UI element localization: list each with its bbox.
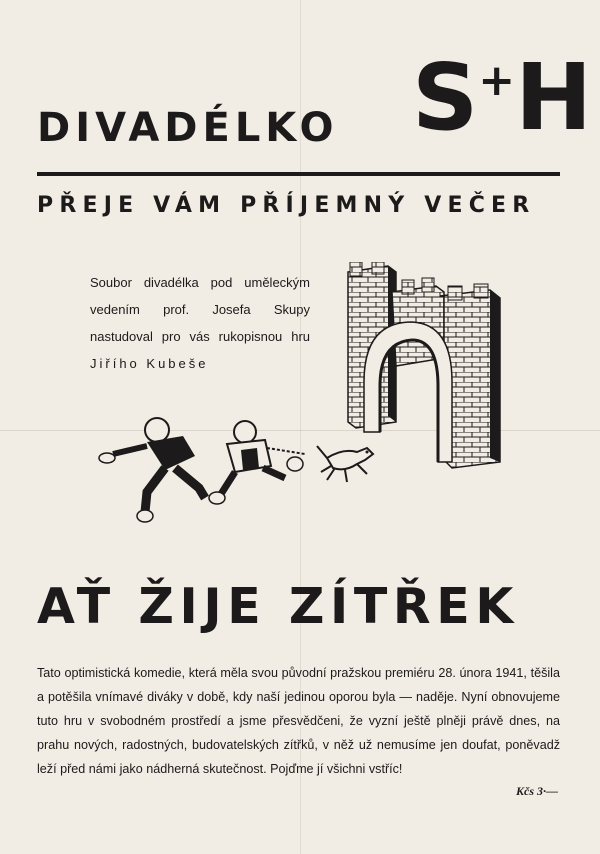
play-description: Tato optimistická komedie, která měla svou původní pražskou premiéru 28. února 1941, těšila a potěšila vnímavé diváky v době, kdy naší jedinou oporou byla — naděje. Nyní obnovujeme tuto hru v svobodném prostředí a jsme přesvědčeni, že vyzní ještě plněji právě dnes, na prahu nových, radostných, budovatelských zítřků, v něž už nemusíme jen doufat, poněvadž leží před námi jako nádherná skutečnost. Pojďme jí všichni vstříc! [37, 666, 560, 776]
spejbl-figure [99, 418, 205, 522]
play-title: AŤ ŽIJE ZÍTŘEK [37, 578, 519, 635]
logo-letter-s: S [412, 44, 477, 151]
intro-author: Jiřího Kubeše [90, 356, 209, 371]
price-label: Kčs 3·— [516, 784, 558, 798]
logo-plus: + [478, 55, 514, 106]
intro-paragraph [90, 269, 310, 377]
greeting-line: PŘEJE VÁM PŘÍJEMNÝ VEČER [37, 193, 536, 218]
sh-logo [412, 44, 591, 151]
header-rule [37, 172, 560, 176]
hurvinek-figure [209, 421, 305, 504]
running-characters-illustration [95, 408, 395, 528]
logo-letter-h: H [515, 44, 591, 151]
theater-name: DIVADÉLKO [37, 105, 339, 151]
dog-figure [317, 446, 373, 482]
intro-text: Soubor divadélka pod uměleckým vedením prof. Josefa Skupy nastudoval pro vás rukopisnou hru [90, 275, 310, 344]
